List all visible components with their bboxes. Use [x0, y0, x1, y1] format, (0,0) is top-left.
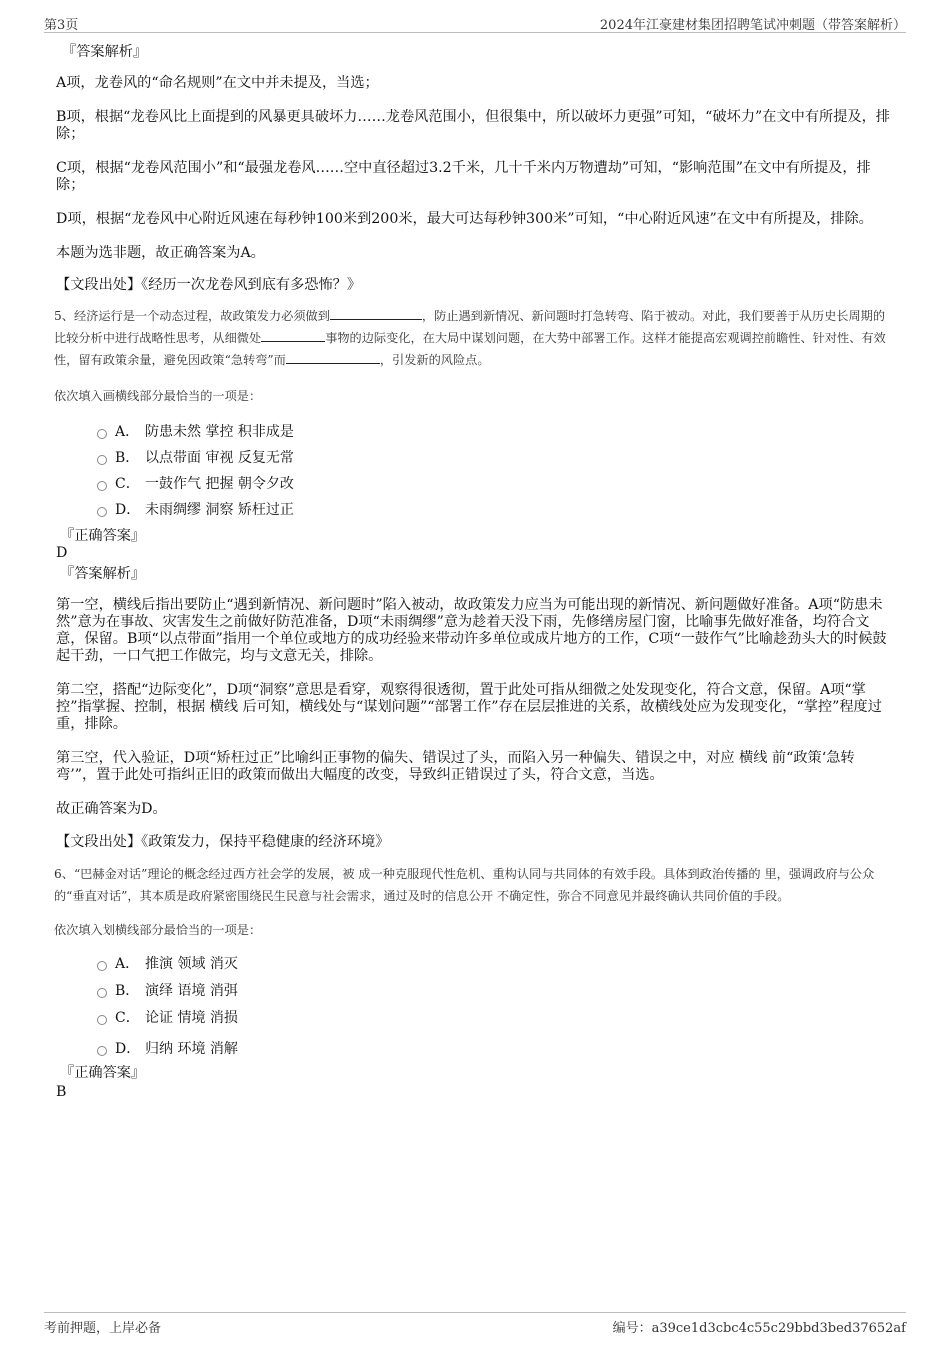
- q5-option-c[interactable]: C． 一鼓作气 把握 朝令夕改: [56, 473, 894, 496]
- q5-stem-part-3: 事物的边际变化，在大局中谋划问题，在大势中部署工作。这样才能提高宏观调控前瞻性、针对性、有效性，留有政策余量，避免因政策“急转弯”而: [54, 331, 886, 367]
- q5-option-b[interactable]: B． 以点带面 审视 反复无常: [56, 447, 894, 470]
- radio-icon[interactable]: [97, 481, 107, 491]
- q6-answer: B: [56, 1084, 67, 1100]
- radio-icon[interactable]: [97, 507, 107, 517]
- document-code: 编号：a39ce1d3cbc4c55c29bbd3bed37652af: [612, 1321, 906, 1336]
- q5-conclusion: 故正确答案为D。: [56, 801, 167, 817]
- q5-answer-label: 『正确答案』: [60, 528, 146, 544]
- radio-icon[interactable]: [97, 1046, 107, 1056]
- page-header: [44, 10, 906, 33]
- q5-answer: D: [56, 545, 68, 561]
- radio-icon[interactable]: [97, 455, 107, 465]
- q4-analysis-b: B项，根据“龙卷风比上面提到的风暴更具破坏力……龙卷风范围小，但很集中，所以破坏力更强”可知，“破坏力”在文中有所提及，排除；: [56, 109, 890, 142]
- q6-option-a[interactable]: A． 推演 领域 消灭: [56, 953, 894, 976]
- q6-prompt: 依次填入划横线部分最恰当的一项是：: [54, 923, 262, 937]
- q5-blank-2: [261, 329, 325, 342]
- q6-stem: 6、“巴赫金对话”理论的概念经过西方社会学的发展，被 成一种克服现代性危机、重构认同与共同体的有效手段。具体到政治传播的 里，强调政府与公众的“垂直对话”，其本质是政府紧密围绕民生民意与社会需求，通过及时的信息公开 不确定性，弥合不同意见并最终确认共同价值的手段。: [54, 867, 875, 903]
- radio-icon[interactable]: [97, 988, 107, 998]
- q6-option-b[interactable]: B． 演绎 语境 消弭: [56, 980, 894, 1003]
- q5-analysis-1: 第一空，横线后指出要防止“遇到新情况、新问题时”陷入被动，故政策发力应当为可能出现的新情况、新问题做好准备。A项“防患未然”意为在事故、灾害发生之前做好防范准备，D项“未雨绸缪”意为趁着天没下雨，先修缮房屋门窗，比喻事先做好准备，均符合文意，保留。B项“以点带面”指用一个单位或地方的成功经验来带动许多单位或成片地方的工作，C项“一鼓作气”比喻趁劲头大的时候鼓起干劲，一口气把工作做完，均与文意无关，排除。: [56, 597, 887, 664]
- q4-analysis-c: C项，根据“龙卷风范围小”和“最强龙卷风……空中直径超过3.2千米，几十千米内万物遭劫”可知，“影响范围”在文中有所提及，排除；: [56, 160, 871, 193]
- radio-icon[interactable]: [97, 1015, 107, 1025]
- radio-icon[interactable]: [97, 429, 107, 439]
- q5-stem: [54, 305, 894, 371]
- q5-blank-1: [330, 307, 422, 320]
- q5-analysis-label: 『答案解析』: [60, 566, 146, 582]
- footer-slogan: 考前押题，上岸必备: [44, 1321, 162, 1336]
- q4-conclusion: 本题为选非题，故正确答案为A。: [56, 245, 265, 261]
- q4-analysis-a: A项，龙卷风的“命名规则”在文中并未提及，当选；: [56, 75, 379, 91]
- q5-analysis-3: 第三空，代入验证，D项“矫枉过正”比喻纠正事物的偏失、错误过了头，而陷入另一种偏失、错误之中，对应 横线 前“政策‘急转弯’”，置于此处可指纠正旧的政策而做出大幅度的改变，导致纠正错误过了头，符合文意，当选。: [56, 750, 855, 783]
- q6-answer-label: 『正确答案』: [60, 1065, 146, 1081]
- page-number: 第3页: [44, 18, 79, 33]
- page-footer: [44, 1312, 906, 1339]
- q4-analysis-label: 『答案解析』: [62, 44, 148, 60]
- q5-source: 【文段出处】《政策发力，保持平稳健康的经济环境》: [56, 834, 390, 850]
- q6-option-d[interactable]: D． 归纳 环境 消解: [56, 1038, 894, 1061]
- q5-prompt: 依次填入画横线部分最恰当的一项是：: [54, 389, 262, 403]
- q5-option-d[interactable]: D． 未雨绸缪 洞察 矫枉过正: [56, 499, 894, 522]
- q6-option-c[interactable]: C． 论证 情境 消损: [56, 1007, 894, 1030]
- q5-blank-3: [286, 351, 380, 364]
- q4-source: 【文段出处】《经历一次龙卷风到底有多恐怖？》: [56, 277, 362, 293]
- radio-icon[interactable]: [97, 961, 107, 971]
- q4-analysis-d: D项，根据“龙卷风中心附近风速在每秒钟100米到200米，最大可达每秒钟300米”可知，“中心附近风速”在文中有所提及，排除。: [56, 211, 873, 227]
- q5-options: [56, 421, 894, 522]
- q5-stem-part-1: 5、经济运行是一个动态过程，故政策发力必须做到: [54, 309, 330, 323]
- q6-options: [56, 953, 894, 1061]
- q5-analysis-2: 第二空，搭配“边际变化”，D项“洞察”意思是看穿，观察得很透彻，置于此处可指从细微之处发现变化，符合文意，保留。A项“掌控”指掌握、控制，根据 横线 后可知，横线处与“谋划问题”“部署工作”存在层层推进的关系，故横线处应为发现变化，“掌控”程度过重，排除。: [56, 682, 882, 732]
- q5-stem-part-4: ，引发新的风险点。: [379, 353, 490, 367]
- document-body: [56, 44, 894, 1101]
- document-title: 2024年江豪建材集团招聘笔试冲刺题（带答案解析）: [599, 18, 906, 33]
- q5-option-a[interactable]: A． 防患未然 掌控 积非成是: [56, 421, 894, 444]
- q5-stem-part-2: ，防止遇到新情况、新问题时打急转弯、陷于被动。对此，我们要善于从历史长周期的比较分析中进行战略性思考，从细微处: [54, 309, 886, 345]
